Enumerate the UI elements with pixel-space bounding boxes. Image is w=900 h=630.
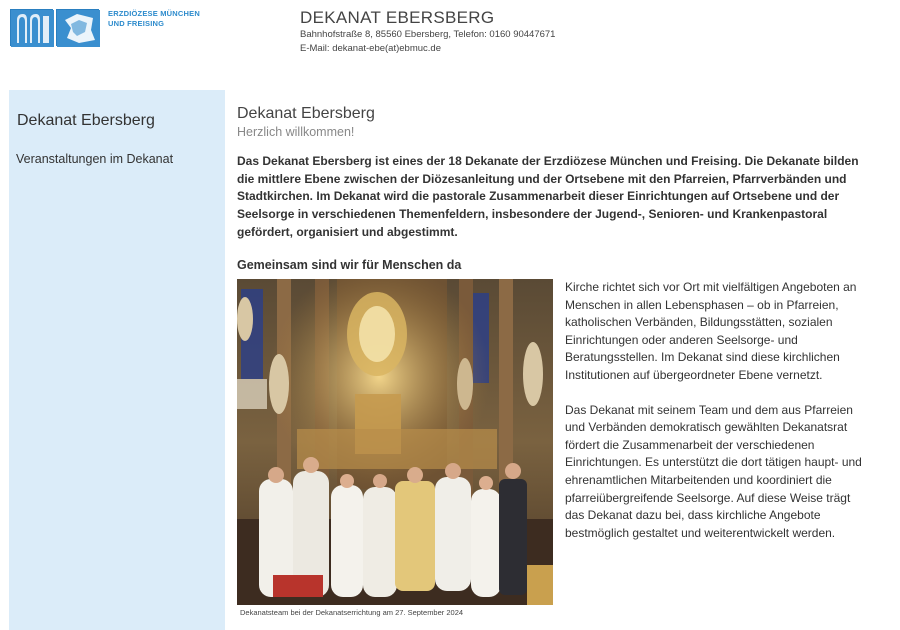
header-email: E-Mail: dekanat-ebe(at)ebmuc.de bbox=[300, 43, 441, 54]
page-subtitle: Herzlich willkommen! bbox=[237, 125, 355, 139]
sidebar-title[interactable]: Dekanat Ebersberg bbox=[17, 112, 155, 129]
sidebar-item-veranstaltungen[interactable]: Veranstaltungen im Dekanat bbox=[16, 152, 174, 166]
main-content bbox=[237, 104, 867, 274]
section-heading: Gemeinsam sind wir für Menschen da bbox=[237, 257, 462, 272]
body-paragraph-1: Kirche richtet sich vor Ort mit vielfältigen Angeboten an Menschen in allen Lebensphasen – ob in Pfarreien, katholischen Verbänden, Bildungsstätten, sozialen Einrichtungen oder anderen Seelsorge- und Beratungsstellen. Im Dekanat sind diese kirchlichen Institutionen auf übergeordneter Ebene vernetzt. bbox=[565, 280, 857, 382]
header-address: Bahnhofstraße 8, 85560 Ebersberg, Telefon: 0160 90447671 bbox=[300, 29, 556, 40]
photo-caption: Dekanatsteam bei der Dekanatserrichtung am 27. September 2024 bbox=[240, 608, 464, 617]
intro-paragraph: Das Dekanat Ebersberg ist eines der 18 Dekanate der Erzdiözese München und Freising. Die Dekanate bilden die mittlere Ebene zwischen der Diözesanleitung und der Ortsebene mit den Pfarreien, Pfarrverbänden und Stadtkirchen. Im Dekanat wird die pastorale Zusammenarbeit dieser Einrichtungen auf Ortsebene und der Seelsorge in verschiedenen Themenfeldern, insbesondere der Jugend-, Senioren- und Krankenpastoral gefördert, organisiert und abgestimmt. bbox=[237, 154, 859, 239]
logo-line-1: ERZDIÖZESE MÜNCHEN bbox=[108, 9, 200, 18]
team-photo[interactable] bbox=[237, 279, 553, 605]
body-text bbox=[565, 279, 870, 559]
logo-text bbox=[108, 9, 200, 29]
header-title: DEKANAT EBERSBERG bbox=[300, 8, 495, 27]
logo-emblem-right-icon bbox=[56, 9, 99, 46]
logo-line-2: UND FREISING bbox=[108, 19, 165, 28]
archdiocese-logo[interactable] bbox=[10, 9, 200, 46]
logo-emblem-left-icon bbox=[10, 9, 53, 46]
header-info bbox=[300, 8, 555, 56]
page-title: Dekanat Ebersberg bbox=[237, 105, 375, 122]
sidebar bbox=[9, 90, 225, 630]
body-paragraph-2: Das Dekanat mit seinem Team und dem aus Pfarreien und Verbänden demokratisch gewählten Dekanatsrat fördert die Zusammenarbeit der verschiedenen Einrichtungen. Es unterstützt die dort tätigen haupt- und ehrenamtlichen Mitarbeitenden und koordiniert die pfarreiübergreifende Seelsorge. Auf diese Weise trägt das Dekanat dazu bei, dass kirchliche Angebote bestmöglich gestaltet und weiterentwickelt werden. bbox=[565, 402, 862, 540]
